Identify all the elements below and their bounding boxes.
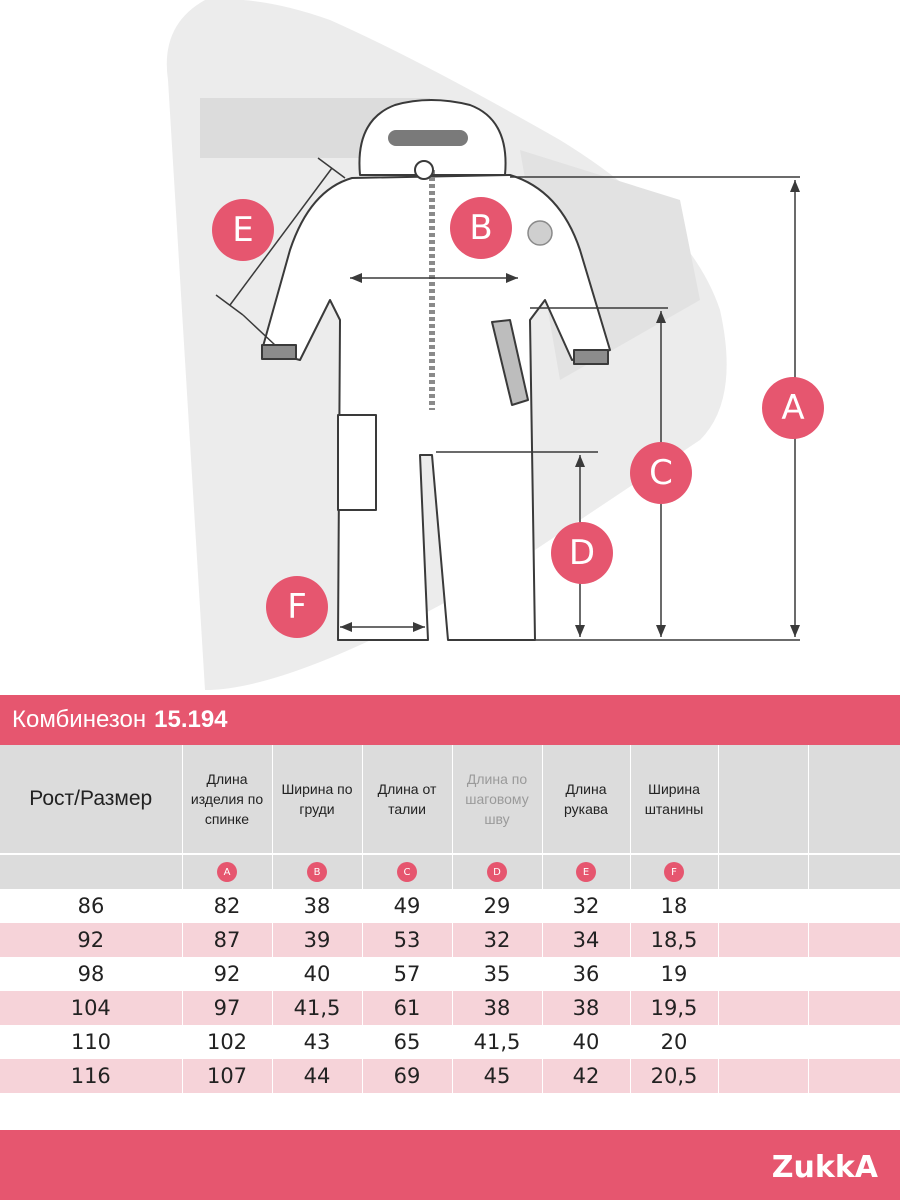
measurement-cell: 38 bbox=[542, 991, 630, 1025]
letter-cell-f bbox=[630, 854, 718, 889]
empty-cell bbox=[808, 1025, 900, 1059]
measurement-cell: 69 bbox=[362, 1059, 452, 1093]
mini-badge-d: D bbox=[487, 862, 507, 882]
measurement-cell: 39 bbox=[272, 923, 362, 957]
measurement-cell: 32 bbox=[452, 923, 542, 957]
measurement-cell: 45 bbox=[452, 1059, 542, 1093]
letter-cell-empty bbox=[718, 854, 808, 889]
measurement-cell: 87 bbox=[182, 923, 272, 957]
measurement-cell: 38 bbox=[303, 894, 331, 918]
measurement-cell: 18,5 bbox=[630, 923, 718, 957]
measurement-cell: 41,5 bbox=[473, 1030, 521, 1054]
brand-logo: ZukkA bbox=[771, 1150, 878, 1185]
empty-cell bbox=[718, 957, 808, 991]
product-title: Комбинезон bbox=[12, 706, 147, 733]
empty-cell bbox=[808, 991, 900, 1025]
measurement-cell: 44 bbox=[272, 1059, 362, 1093]
measurement-cell: 102 bbox=[206, 1030, 248, 1054]
footer-bar bbox=[0, 1130, 900, 1200]
table-body bbox=[0, 889, 900, 1093]
letter-cell-d bbox=[452, 854, 542, 889]
measurement-cell: 20 bbox=[660, 1030, 688, 1054]
product-model-number: 15.194 bbox=[154, 706, 228, 733]
zipper-pull bbox=[415, 161, 433, 179]
measurement-cell: 32 bbox=[572, 894, 600, 918]
measurement-cell: 41,5 bbox=[272, 991, 362, 1025]
empty-cell bbox=[808, 1059, 900, 1093]
mini-badge-f: F bbox=[664, 862, 684, 882]
measurement-cell: 20,5 bbox=[630, 1059, 718, 1093]
measurement-cell: 18 bbox=[660, 894, 688, 918]
sleeve-patch bbox=[528, 221, 552, 245]
letter-cell-c bbox=[362, 854, 452, 889]
measurement-cell: 42 bbox=[542, 1059, 630, 1093]
mini-badge-b: B bbox=[307, 862, 327, 882]
column-header-inseam-length: Длина по шаговому шву bbox=[452, 745, 542, 854]
empty-cell bbox=[718, 923, 808, 957]
empty-cell bbox=[718, 889, 808, 923]
size-cell: 104 bbox=[0, 991, 182, 1025]
column-header-back-length: Длина изделия по спинке bbox=[182, 745, 272, 854]
measurement-cell: 92 bbox=[213, 962, 241, 986]
empty-cell bbox=[808, 889, 900, 923]
measurement-cell: 36 bbox=[572, 962, 600, 986]
measurement-cell: 34 bbox=[542, 923, 630, 957]
column-header-size: Рост/Размер bbox=[0, 745, 182, 854]
measurement-cell: 19 bbox=[660, 962, 688, 986]
size-cell: 116 bbox=[0, 1059, 182, 1093]
table-row bbox=[0, 991, 900, 1025]
column-header-sleeve-length: Длина рукава bbox=[542, 745, 630, 854]
column-header-waist-length: Длина от талии bbox=[362, 745, 452, 854]
measurement-cell: 29 bbox=[483, 894, 511, 918]
letter-cell-a bbox=[182, 854, 272, 889]
table-row bbox=[0, 957, 900, 991]
empty-cell bbox=[718, 1025, 808, 1059]
size-cell: 110 bbox=[70, 1030, 112, 1054]
measurement-cell: 40 bbox=[572, 1030, 600, 1054]
table-row bbox=[0, 1059, 900, 1093]
mini-badge-e: E bbox=[576, 862, 596, 882]
measurement-cell: 61 bbox=[362, 991, 452, 1025]
column-header-chest-width: Ширина по груди bbox=[272, 745, 362, 854]
measurement-cell: 49 bbox=[393, 894, 421, 918]
measurement-cell: 107 bbox=[182, 1059, 272, 1093]
empty-cell bbox=[808, 923, 900, 957]
empty-cell bbox=[808, 957, 900, 991]
measurement-cell: 65 bbox=[393, 1030, 421, 1054]
size-chart-table bbox=[0, 745, 900, 1093]
letter-cell-b bbox=[272, 854, 362, 889]
measurement-cell: 19,5 bbox=[630, 991, 718, 1025]
column-header-leg-width: Ширина штанины bbox=[630, 745, 718, 854]
product-title-bar bbox=[0, 695, 900, 745]
empty-cell bbox=[718, 991, 808, 1025]
table-row bbox=[0, 1025, 900, 1059]
measurement-cell: 53 bbox=[362, 923, 452, 957]
size-cell: 86 bbox=[77, 894, 105, 918]
measurement-cell: 97 bbox=[182, 991, 272, 1025]
badge-e: E bbox=[212, 199, 274, 261]
mini-badge-a: A bbox=[217, 862, 237, 882]
measurement-cell: 38 bbox=[452, 991, 542, 1025]
measurement-cell: 82 bbox=[213, 894, 241, 918]
column-header-empty bbox=[808, 745, 900, 854]
measurement-cell: 40 bbox=[303, 962, 331, 986]
table-letter-row bbox=[0, 854, 900, 889]
letter-cell-e bbox=[542, 854, 630, 889]
size-cell: 98 bbox=[77, 962, 105, 986]
badge-a: A bbox=[762, 377, 824, 439]
table-row bbox=[0, 923, 900, 957]
badge-f: F bbox=[266, 576, 328, 638]
measurement-cell: 43 bbox=[303, 1030, 331, 1054]
column-header-empty bbox=[718, 745, 808, 854]
badge-c: C bbox=[630, 442, 692, 504]
table-row bbox=[0, 889, 900, 923]
mini-badge-c: C bbox=[397, 862, 417, 882]
letter-cell-empty bbox=[808, 854, 900, 889]
badge-b: B bbox=[450, 197, 512, 259]
table-header-row bbox=[0, 745, 900, 854]
measurement-cell: 35 bbox=[483, 962, 511, 986]
size-cell: 92 bbox=[0, 923, 182, 957]
measurement-cell: 57 bbox=[393, 962, 421, 986]
letter-cell-empty bbox=[0, 854, 182, 889]
empty-cell bbox=[718, 1059, 808, 1093]
badge-d: D bbox=[551, 522, 613, 584]
